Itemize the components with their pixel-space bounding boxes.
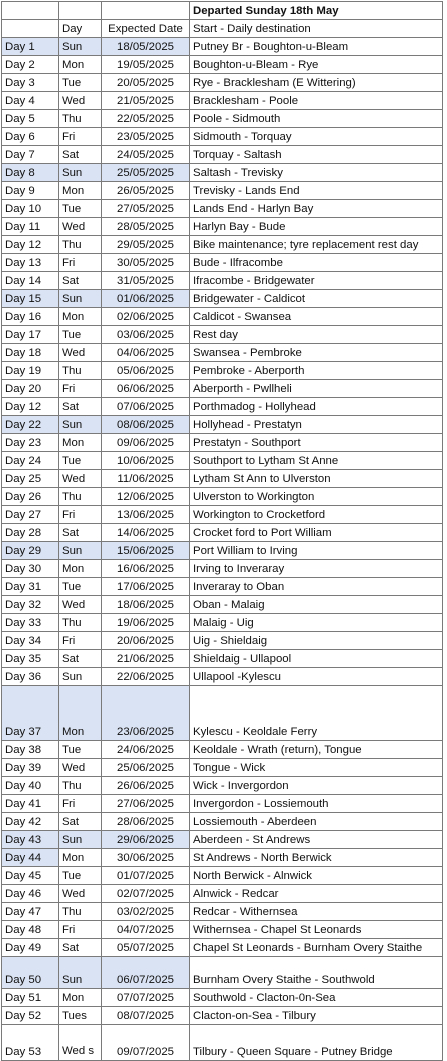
route-cell[interactable]: Prestatyn - Southport <box>190 434 443 452</box>
weekday-cell[interactable]: Wed <box>59 344 102 362</box>
day-row <box>2 434 443 452</box>
weekday-cell[interactable]: Tue <box>59 867 102 885</box>
day-label-cell[interactable]: Day 11 <box>2 218 59 236</box>
date-cell[interactable]: 11/06/2025 <box>102 470 190 488</box>
date-cell[interactable]: 30/05/2025 <box>102 254 190 272</box>
day-label-cell[interactable]: Day 42 <box>2 813 59 831</box>
weekday-cell[interactable]: Fri <box>59 921 102 939</box>
day-label-cell[interactable]: Day 33 <box>2 614 59 632</box>
date-cell[interactable]: 26/05/2025 <box>102 182 190 200</box>
day-row <box>2 578 443 596</box>
weekday-cell[interactable]: Thu <box>59 236 102 254</box>
day-row <box>2 128 443 146</box>
date-cell[interactable]: 27/06/2025 <box>102 795 190 813</box>
day-label-cell[interactable]: Day 16 <box>2 308 59 326</box>
weekday-cell[interactable]: Thu <box>59 362 102 380</box>
day-row <box>2 488 443 506</box>
weekday-cell[interactable]: Mon <box>59 989 102 1007</box>
date-cell[interactable]: 25/06/2025 <box>102 759 190 777</box>
route-cell[interactable]: Lytham St Ann to Ulverston <box>190 470 443 488</box>
date-cell[interactable]: 24/05/2025 <box>102 146 190 164</box>
day-label-cell[interactable]: Day 26 <box>2 488 59 506</box>
route-cell[interactable]: Sidmouth - Torquay <box>190 128 443 146</box>
route-cell[interactable]: Redcar - Withernsea <box>190 903 443 921</box>
weekday-cell[interactable]: Sat <box>59 939 102 957</box>
day-label-cell[interactable]: Day 7 <box>2 146 59 164</box>
date-cell[interactable]: 29/05/2025 <box>102 236 190 254</box>
weekday-cell[interactable]: Tue <box>59 74 102 92</box>
day-row <box>2 110 443 128</box>
weekday-cell[interactable]: Tue <box>59 578 102 596</box>
route-cell[interactable]: Porthmadog - Hollyhead <box>190 398 443 416</box>
weekday-cell[interactable]: Thu <box>59 903 102 921</box>
day-label-cell[interactable]: Day 53 <box>2 1025 59 1061</box>
day-row <box>2 777 443 795</box>
day-label-cell[interactable]: Day 46 <box>2 885 59 903</box>
day-label-cell[interactable]: Day 10 <box>2 200 59 218</box>
day-label-cell[interactable]: Day 3 <box>2 74 59 92</box>
weekday-cell[interactable]: Thu <box>59 614 102 632</box>
weekday-cell[interactable]: Mon <box>59 182 102 200</box>
weekday-cell[interactable]: Sat <box>59 813 102 831</box>
weekday-cell[interactable]: Mon <box>59 560 102 578</box>
route-cell[interactable]: Uig - Shieldaig <box>190 632 443 650</box>
date-cell[interactable]: 01/06/2025 <box>102 290 190 308</box>
day-label-cell[interactable]: Day 23 <box>2 434 59 452</box>
day-label-cell[interactable]: Day 6 <box>2 128 59 146</box>
weekday-cell[interactable]: Tue <box>59 452 102 470</box>
route-cell[interactable]: Ullapool -Kylescu <box>190 668 443 686</box>
day-label-cell[interactable]: Day 34 <box>2 632 59 650</box>
route-cell[interactable]: North Berwick - Alnwick <box>190 867 443 885</box>
day-row <box>2 308 443 326</box>
route-cell[interactable]: Bude - Ilfracombe <box>190 254 443 272</box>
day-row <box>2 903 443 921</box>
route-cell[interactable]: Saltash - Trevisky <box>190 164 443 182</box>
weekday-cell[interactable]: Sat <box>59 272 102 290</box>
date-cell[interactable]: 05/06/2025 <box>102 362 190 380</box>
date-cell[interactable]: 23/05/2025 <box>102 128 190 146</box>
date-cell[interactable]: 18/05/2025 <box>102 38 190 56</box>
weekday-cell[interactable]: Thu <box>59 110 102 128</box>
weekday-cell[interactable]: Sun <box>59 831 102 849</box>
weekday-cell[interactable]: Sat <box>59 524 102 542</box>
day-label-cell[interactable]: Day 13 <box>2 254 59 272</box>
date-cell[interactable]: 01/07/2025 <box>102 867 190 885</box>
day-row <box>2 957 443 989</box>
day-label-cell[interactable]: Day 30 <box>2 560 59 578</box>
weekday-cell[interactable]: Sun <box>59 668 102 686</box>
route-cell[interactable]: Chapel St Leonards - Burnham Overy Staithe <box>190 939 443 957</box>
day-row <box>2 362 443 380</box>
day-label-cell[interactable]: Day 29 <box>2 542 59 560</box>
day-row <box>2 470 443 488</box>
date-cell[interactable]: 16/06/2025 <box>102 560 190 578</box>
day-label-cell[interactable]: Day 38 <box>2 741 59 759</box>
weekday-cell[interactable]: Sun <box>59 542 102 560</box>
day-row <box>2 989 443 1007</box>
weekday-cell[interactable]: Sun <box>59 38 102 56</box>
date-cell[interactable]: 19/05/2025 <box>102 56 190 74</box>
day-row <box>2 218 443 236</box>
day-row <box>2 326 443 344</box>
weekday-cell[interactable]: Fri <box>59 128 102 146</box>
day-row <box>2 38 443 56</box>
route-cell[interactable]: Port William to Irving <box>190 542 443 560</box>
day-row <box>2 632 443 650</box>
date-cell[interactable]: 28/05/2025 <box>102 218 190 236</box>
day-label-cell[interactable]: Day 52 <box>2 1007 59 1025</box>
route-cell[interactable]: Clacton-on-Sea - Tilbury <box>190 1007 443 1025</box>
day-row <box>2 398 443 416</box>
date-cell[interactable]: 20/05/2025 <box>102 74 190 92</box>
date-cell[interactable]: 09/06/2025 <box>102 434 190 452</box>
day-label-cell[interactable]: Day 12 <box>2 236 59 254</box>
day-row <box>2 885 443 903</box>
date-cell[interactable]: 23/06/2025 <box>102 686 190 741</box>
route-cell[interactable]: Malaig - Uig <box>190 614 443 632</box>
date-cell[interactable]: 28/06/2025 <box>102 813 190 831</box>
route-cell[interactable]: Aberdeen - St Andrews <box>190 831 443 849</box>
date-cell[interactable]: 15/06/2025 <box>102 542 190 560</box>
weekday-cell[interactable]: Fri <box>59 632 102 650</box>
day-row <box>2 56 443 74</box>
weekday-cell[interactable]: Sun <box>59 416 102 434</box>
weekday-cell[interactable]: Tue <box>59 741 102 759</box>
day-row <box>2 759 443 777</box>
route-cell[interactable]: Southport to Lytham St Anne <box>190 452 443 470</box>
date-cell[interactable]: 07/07/2025 <box>102 989 190 1007</box>
weekday-cell[interactable]: Mon <box>59 434 102 452</box>
date-cell[interactable]: 06/07/2025 <box>102 957 190 989</box>
date-cell[interactable]: 30/06/2025 <box>102 849 190 867</box>
weekday-cell[interactable]: Mon <box>59 849 102 867</box>
day-row <box>2 813 443 831</box>
date-cell[interactable]: 26/06/2025 <box>102 777 190 795</box>
day-row <box>2 921 443 939</box>
day-row <box>2 182 443 200</box>
day-label-cell[interactable]: Day 1 <box>2 38 59 56</box>
route-header[interactable]: Start - Daily destination <box>190 20 443 38</box>
day-label-cell[interactable]: Day 44 <box>2 849 59 867</box>
date-cell[interactable]: 27/05/2025 <box>102 200 190 218</box>
date-cell[interactable]: 22/06/2025 <box>102 668 190 686</box>
route-cell[interactable]: Keoldale - Wrath (return), Tongue <box>190 741 443 759</box>
day-label-cell[interactable]: Day 50 <box>2 957 59 989</box>
column-header-row <box>2 20 443 38</box>
date-cell[interactable]: 29/06/2025 <box>102 831 190 849</box>
day-label-cell[interactable]: Day 32 <box>2 596 59 614</box>
route-cell[interactable]: Rest day <box>190 326 443 344</box>
date-cell[interactable]: 08/06/2025 <box>102 416 190 434</box>
day-label-cell[interactable]: Day 8 <box>2 164 59 182</box>
weekday-cell[interactable]: Wed <box>59 92 102 110</box>
route-cell[interactable]: St Andrews - North Berwick <box>190 849 443 867</box>
day-row <box>2 596 443 614</box>
route-cell[interactable]: Withernsea - Chapel St Leonards <box>190 921 443 939</box>
day-row <box>2 164 443 182</box>
day-row <box>2 380 443 398</box>
weekday-cell[interactable]: Sun <box>59 164 102 182</box>
day-row <box>2 668 443 686</box>
day-label-cell[interactable]: Day 39 <box>2 759 59 777</box>
date-cell[interactable]: 03/02/2025 <box>102 903 190 921</box>
route-cell[interactable]: Bracklesham - Poole <box>190 92 443 110</box>
route-cell[interactable]: Tongue - Wick <box>190 759 443 777</box>
date-cell[interactable]: 20/06/2025 <box>102 632 190 650</box>
date-cell[interactable]: 06/06/2025 <box>102 380 190 398</box>
route-cell[interactable]: Burnham Overy Staithe - Southwold <box>190 957 443 989</box>
day-label-cell[interactable]: Day 51 <box>2 989 59 1007</box>
route-cell[interactable]: Bridgewater - Caldicot <box>190 290 443 308</box>
route-cell[interactable]: Hollyhead - Prestatyn <box>190 416 443 434</box>
date-cell[interactable]: 25/05/2025 <box>102 164 190 182</box>
itinerary-table <box>1 1 443 1061</box>
day-row <box>2 650 443 668</box>
date-cell[interactable]: 22/05/2025 <box>102 110 190 128</box>
route-cell[interactable]: Pembroke - Aberporth <box>190 362 443 380</box>
weekday-cell[interactable]: Sat <box>59 146 102 164</box>
day-row <box>2 1007 443 1025</box>
route-cell[interactable]: Ifracombe - Bridgewater <box>190 272 443 290</box>
date-cell[interactable]: 24/06/2025 <box>102 741 190 759</box>
route-cell[interactable]: Crocket ford to Port William <box>190 524 443 542</box>
day-row <box>2 524 443 542</box>
route-cell[interactable]: Southwold - Clacton-0n-Sea <box>190 989 443 1007</box>
weekday-cell[interactable]: Sun <box>59 290 102 308</box>
weekday-cell[interactable]: Wed <box>59 596 102 614</box>
route-cell[interactable]: Rye - Bracklesham (E Wittering) <box>190 74 443 92</box>
date-cell[interactable]: 08/07/2025 <box>102 1007 190 1025</box>
day-label-cell[interactable]: Day 40 <box>2 777 59 795</box>
route-cell[interactable]: Oban - Malaig <box>190 596 443 614</box>
weekday-cell[interactable]: Thu <box>59 488 102 506</box>
date-cell[interactable]: 07/06/2025 <box>102 398 190 416</box>
day-header[interactable]: Day <box>59 20 102 38</box>
day-row <box>2 686 443 741</box>
route-cell[interactable]: Swansea - Pembroke <box>190 344 443 362</box>
weekday-cell[interactable]: Tue <box>59 200 102 218</box>
route-cell[interactable]: Ulverston to Workington <box>190 488 443 506</box>
date-cell[interactable]: 12/06/2025 <box>102 488 190 506</box>
weekday-cell[interactable]: Wed s <box>59 1025 102 1061</box>
day-label-cell[interactable]: Day 12 <box>2 398 59 416</box>
empty-cell[interactable] <box>102 2 190 20</box>
date-cell[interactable]: 05/07/2025 <box>102 939 190 957</box>
date-cell[interactable]: 18/06/2025 <box>102 596 190 614</box>
empty-cell[interactable] <box>59 2 102 20</box>
date-cell[interactable]: 04/07/2025 <box>102 921 190 939</box>
route-cell[interactable]: Lands End - Harlyn Bay <box>190 200 443 218</box>
weekday-cell[interactable]: Tue <box>59 326 102 344</box>
date-cell[interactable]: 09/07/2025 <box>102 1025 190 1061</box>
day-row <box>2 1025 443 1061</box>
day-label-cell[interactable]: Day 43 <box>2 831 59 849</box>
route-cell[interactable]: Harlyn Bay - Bude <box>190 218 443 236</box>
date-cell[interactable]: 03/06/2025 <box>102 326 190 344</box>
weekday-cell[interactable]: Wed <box>59 470 102 488</box>
day-label-cell[interactable]: Day 47 <box>2 903 59 921</box>
weekday-cell[interactable]: Fri <box>59 795 102 813</box>
day-row <box>2 831 443 849</box>
day-label-cell[interactable]: Day 37 <box>2 686 59 741</box>
day-row <box>2 506 443 524</box>
day-label-cell[interactable]: Day 48 <box>2 921 59 939</box>
route-cell[interactable]: Trevisky - Lands End <box>190 182 443 200</box>
day-label-cell[interactable]: Day 14 <box>2 272 59 290</box>
day-label-cell[interactable]: Day 24 <box>2 452 59 470</box>
day-label-cell[interactable]: Day 27 <box>2 506 59 524</box>
date-cell[interactable]: 19/06/2025 <box>102 614 190 632</box>
day-row <box>2 272 443 290</box>
route-cell[interactable]: Tilbury - Queen Square - Putney Bridge <box>190 1025 443 1061</box>
day-label-cell[interactable]: Day 28 <box>2 524 59 542</box>
day-label-cell[interactable]: Day 25 <box>2 470 59 488</box>
day-label-cell[interactable]: Day 17 <box>2 326 59 344</box>
date-cell[interactable]: 21/06/2025 <box>102 650 190 668</box>
day-row <box>2 560 443 578</box>
weekday-cell[interactable]: Fri <box>59 380 102 398</box>
route-cell[interactable]: Bike maintenance; tyre replacement rest day <box>190 236 443 254</box>
route-cell[interactable]: Wick - Invergordon <box>190 777 443 795</box>
date-cell[interactable]: 02/06/2025 <box>102 308 190 326</box>
route-cell[interactable]: Inveraray to Oban <box>190 578 443 596</box>
empty-cell[interactable] <box>2 2 59 20</box>
day-row <box>2 416 443 434</box>
day-row <box>2 542 443 560</box>
date-cell[interactable]: 13/06/2025 <box>102 506 190 524</box>
date-cell[interactable]: 21/05/2025 <box>102 92 190 110</box>
route-cell[interactable]: Irving to Inveraray <box>190 560 443 578</box>
date-cell[interactable]: 14/06/2025 <box>102 524 190 542</box>
weekday-cell[interactable]: Sat <box>59 650 102 668</box>
day-row <box>2 849 443 867</box>
day-row <box>2 92 443 110</box>
weekday-cell[interactable]: Fri <box>59 506 102 524</box>
route-cell[interactable]: Shieldaig - Ullapool <box>190 650 443 668</box>
route-cell[interactable]: Torquay - Saltash <box>190 146 443 164</box>
day-row <box>2 741 443 759</box>
route-cell[interactable]: Boughton-u-Bleam - Rye <box>190 56 443 74</box>
route-cell[interactable]: Workington to Crocketford <box>190 506 443 524</box>
day-label-cell[interactable]: Day 41 <box>2 795 59 813</box>
day-label-cell[interactable]: Day 18 <box>2 344 59 362</box>
route-cell[interactable]: Invergordon - Lossiemouth <box>190 795 443 813</box>
day-row <box>2 74 443 92</box>
route-cell[interactable]: Putney Br - Boughton-u-Bleam <box>190 38 443 56</box>
day-row <box>2 614 443 632</box>
day-label-cell[interactable]: Day 22 <box>2 416 59 434</box>
day-row <box>2 344 443 362</box>
expected-date-header[interactable]: Expected Date <box>102 20 190 38</box>
sheet-title[interactable]: Departed Sunday 18th May <box>190 2 443 20</box>
day-label-cell[interactable]: Day 45 <box>2 867 59 885</box>
weekday-cell[interactable]: Fri <box>59 254 102 272</box>
day-label-cell[interactable]: Day 36 <box>2 668 59 686</box>
route-cell[interactable]: Poole - Sidmouth <box>190 110 443 128</box>
day-label-cell[interactable]: Day 5 <box>2 110 59 128</box>
route-cell[interactable]: Kylescu - Keoldale Ferry <box>190 686 443 741</box>
weekday-cell[interactable]: Sun <box>59 957 102 989</box>
title-row <box>2 2 443 20</box>
route-cell[interactable]: Lossiemouth - Aberdeen <box>190 813 443 831</box>
route-cell[interactable]: Caldicot - Swansea <box>190 308 443 326</box>
day-row <box>2 867 443 885</box>
day-label-cell[interactable]: Day 31 <box>2 578 59 596</box>
date-cell[interactable]: 10/06/2025 <box>102 452 190 470</box>
day-row <box>2 795 443 813</box>
day-row <box>2 290 443 308</box>
day-row <box>2 452 443 470</box>
day-row <box>2 236 443 254</box>
date-cell[interactable]: 04/06/2025 <box>102 344 190 362</box>
weekday-cell[interactable]: Sat <box>59 398 102 416</box>
weekday-cell[interactable]: Tues <box>59 1007 102 1025</box>
date-cell[interactable]: 02/07/2025 <box>102 885 190 903</box>
day-label-cell[interactable]: Day 4 <box>2 92 59 110</box>
date-cell[interactable]: 31/05/2025 <box>102 272 190 290</box>
day-row <box>2 939 443 957</box>
day-row <box>2 200 443 218</box>
day-row <box>2 254 443 272</box>
day-label-cell[interactable]: Day 15 <box>2 290 59 308</box>
weekday-cell[interactable]: Wed <box>59 759 102 777</box>
weekday-cell[interactable]: Thu <box>59 777 102 795</box>
date-cell[interactable]: 17/06/2025 <box>102 578 190 596</box>
weekday-cell[interactable]: Mon <box>59 56 102 74</box>
weekday-cell[interactable]: Wed <box>59 218 102 236</box>
weekday-cell[interactable]: Wed <box>59 885 102 903</box>
day-row <box>2 146 443 164</box>
route-cell[interactable]: Alnwick - Redcar <box>190 885 443 903</box>
day-label-cell[interactable]: Day 9 <box>2 182 59 200</box>
empty-cell[interactable] <box>2 20 59 38</box>
route-cell[interactable]: Aberporth - Pwllheli <box>190 380 443 398</box>
day-label-cell[interactable]: Day 19 <box>2 362 59 380</box>
day-label-cell[interactable]: Day 49 <box>2 939 59 957</box>
day-label-cell[interactable]: Day 35 <box>2 650 59 668</box>
day-label-cell[interactable]: Day 2 <box>2 56 59 74</box>
day-label-cell[interactable]: Day 20 <box>2 380 59 398</box>
weekday-cell[interactable]: Mon <box>59 686 102 741</box>
weekday-cell[interactable]: Mon <box>59 308 102 326</box>
